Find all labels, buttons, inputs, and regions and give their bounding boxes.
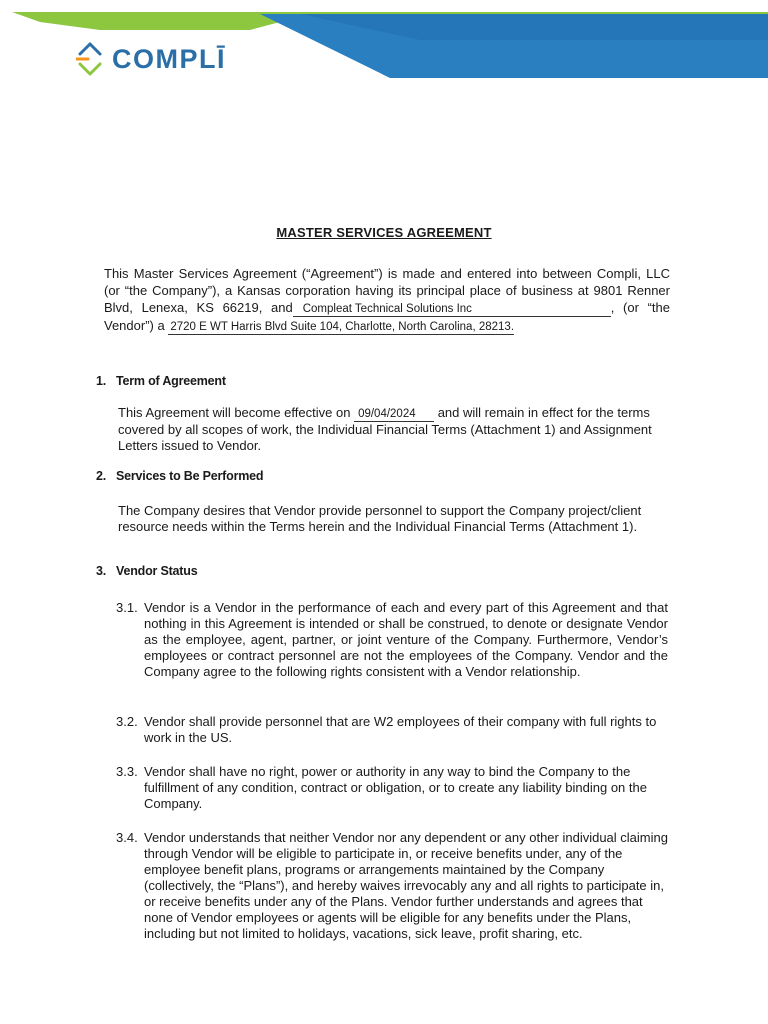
subsection-3-3 (116, 764, 668, 812)
subsection-3-4 (116, 830, 668, 942)
subsection-3-1 (116, 600, 668, 680)
section-3-heading (96, 564, 197, 578)
subsection-3-2 (116, 714, 668, 746)
vendor-address-field: 2720 E WT Harris Blvd Suite 104, Charlotte, North Carolina, 28213. (170, 321, 515, 333)
intro-text-2: , (or “the Vendor”) a (104, 300, 670, 333)
section-title: Services to Be Performed (116, 469, 264, 483)
section-1-heading (96, 374, 226, 388)
intro-text-1: This Master Services Agreement (“Agreement”) is made and entered into between Compli, LLC (or “the Company”), a Kansas corporation having its principal place of business at 9801 Renner Blvd, Lenexa, KS 66219, and (104, 266, 670, 315)
subsection-text: Vendor understands that neither Vendor nor any dependent or any other individual claiming through Vendor will be eligible to participate in, or receive benefits under, any of the employee benefit plans, programs or arrangements maintained by the Company (collectively, the “Plans”), and hereby waives irrevocably any and all rights to participate in, or receive benefits under any of the Plans. Vendor further understands and agrees that none of Vendor employees or agents will be eligible for any benefits under the Plans, including but not limited to holidays, vacations, sick leave, profit sharing, etc. (144, 830, 668, 941)
document-title: MASTER SERVICES AGREEMENT (276, 225, 492, 240)
subsection-number: 3.4. (116, 830, 138, 845)
compli-logo-text: COMPLĪ (112, 43, 226, 74)
intro-paragraph (104, 265, 670, 335)
subsection-number: 3.2. (116, 714, 138, 729)
subsection-number: 3.1. (116, 600, 138, 615)
compli-logo (76, 42, 226, 76)
section-1-text-before: This Agreement will become effective on (118, 405, 351, 420)
section-title: Term of Agreement (116, 374, 226, 388)
section-1-text-after: and will remain in effect for the terms covered by all scopes of work, the Individual Financial Terms (Attachment 1) and Assignment Letters issued to Vendor. (118, 405, 652, 453)
section-2-body: The Company desires that Vendor provide personnel to support the Company project/client resource needs within the Terms herein and the Individual Financial Terms (Attachment 1). (118, 503, 642, 534)
subsection-text: Vendor is a Vendor in the performance of each and every part of this Agreement and that nothing in this Agreement is intended or shall be construed, to denote or designate Vendor as the employee, agent, partner, or joint venture of the Company. Furthermore, Vendor’s employees or contract personnel are not the employees of the Company. Vendor and the Company agree to the following rights consistent with a Vendor relationship. (144, 600, 668, 679)
subsection-text: Vendor shall have no right, power or authority in any way to bind the Company to the fulfillment of any condition, contract or obligation, or to create any liability binding on the Company. (144, 764, 647, 811)
section-number: 3. (96, 564, 107, 578)
section-2-heading (96, 469, 263, 483)
section-number: 1. (96, 374, 107, 388)
vendor-name-field: Compleat Technical Solutions Inc (293, 303, 611, 317)
section-1-body (118, 405, 668, 454)
section-number: 2. (96, 469, 107, 483)
compli-logo-icon (76, 42, 106, 76)
subsection-number: 3.3. (116, 764, 138, 779)
section-title: Vendor Status (116, 564, 198, 578)
subsection-text: Vendor shall provide personnel that are W2 employees of their company with full rights to work in the US. (144, 714, 657, 745)
effective-date-field: 09/04/2024 (354, 408, 434, 422)
